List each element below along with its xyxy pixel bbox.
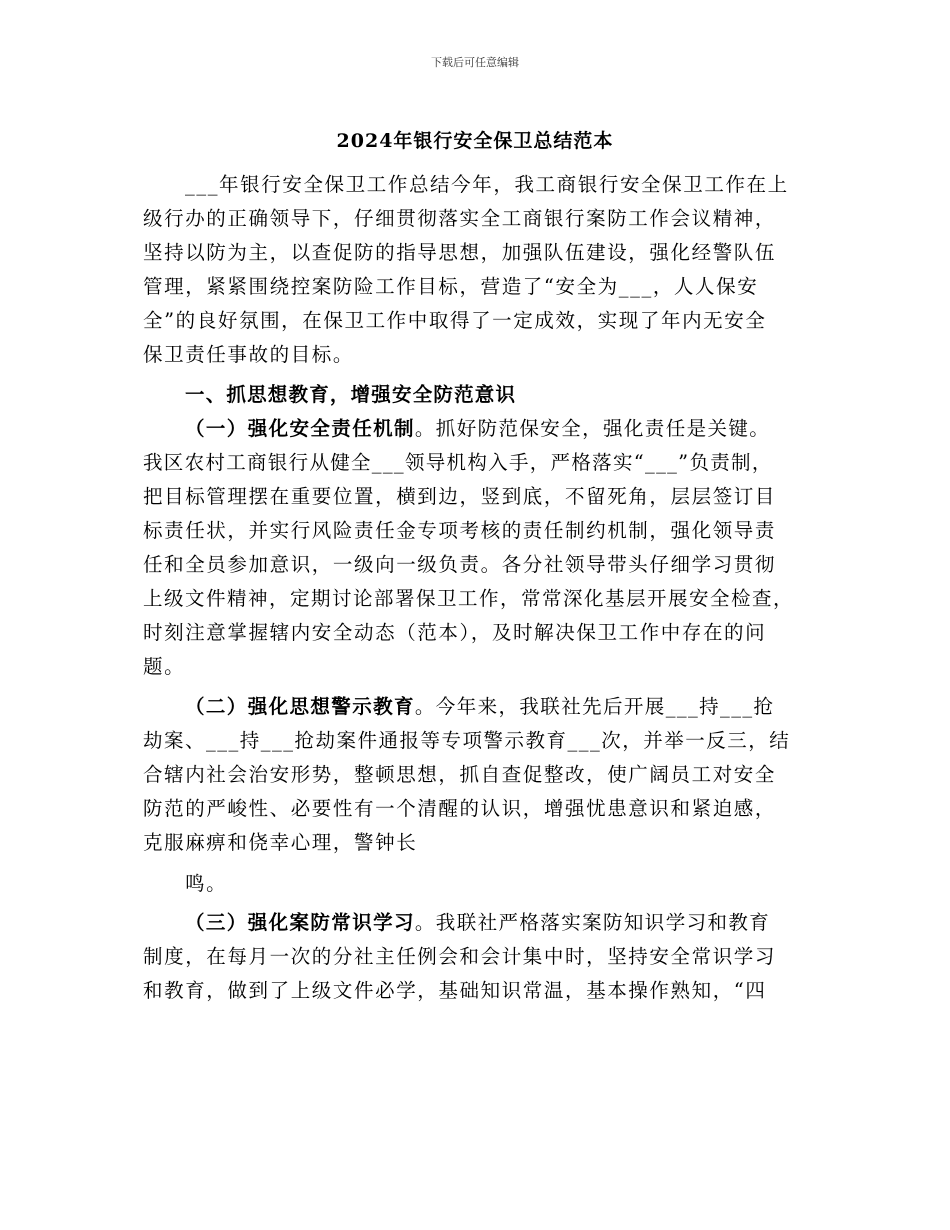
paragraph-line: 制度，在每月一次的分社主任例会和会计集中时，坚持安全常识学习 bbox=[143, 945, 777, 968]
subsection-heading: （三）强化案防常识学习 bbox=[185, 911, 415, 934]
header-note: 下载后可任意编辑 bbox=[431, 56, 519, 69]
paragraph-line: 我区农村工商银行从健全___领导机构入手，严格落实“___”负责制， bbox=[143, 451, 773, 474]
paragraph-line: 级行办的正确领导下，仔细贯彻落实全工商银行案防工作会议精神， bbox=[143, 207, 777, 230]
subsection-line bbox=[185, 419, 770, 439]
paragraph-line: 全”的良好氛围，在保卫工作中取得了一定成效，实现了年内无安全 bbox=[143, 309, 767, 332]
paragraph-line: 防范的严峻性、必要性有一个清醒的认识，增强忧患意识和紧迫感， bbox=[143, 797, 777, 820]
paragraph-text: 。我联社严格落实案防知识学习和教育 bbox=[414, 911, 771, 934]
paragraph-text: 。今年来，我联社先后开展___持___抢 bbox=[414, 695, 775, 718]
paragraph-text: 。抓好防范保安全，强化责任是关键。 bbox=[414, 417, 771, 440]
paragraph-line: 上级文件精神，定期讨论部署保卫工作，常常深化基层开展安全检查， bbox=[143, 587, 795, 610]
paragraph-line: 保卫责任事故的目标。 bbox=[143, 343, 355, 366]
paragraph-line: 时刻注意掌握辖内安全动态（范本），及时解决保卫工作中存在的问 bbox=[143, 621, 767, 644]
section-heading: 一、抓思想教育，增强安全防范意识 bbox=[185, 383, 517, 406]
subsection-heading: （一）强化安全责任机制 bbox=[185, 417, 415, 440]
subsection-line bbox=[185, 913, 770, 933]
paragraph-line: 标责任状，并实行风险责任金专项考核的责任制约机制，强化领导责 bbox=[143, 519, 777, 542]
subsection-heading: （二）强化思想警示教育 bbox=[185, 695, 415, 718]
subsection-line bbox=[185, 697, 774, 717]
document-title: 2024年银行安全保卫总结范本 bbox=[336, 130, 614, 152]
paragraph-line: 把目标管理摆在重要位置，横到边，竖到底，不留死角，层层签订目 bbox=[143, 485, 777, 508]
paragraph-line: 劫案、___持___抢劫案件通报等专项警示教育___次，并举一反三，结 bbox=[143, 729, 791, 752]
paragraph-line: 合辖内社会治安形势，整顿思想，抓自查促整改，使广阔员工对安全 bbox=[143, 763, 777, 786]
paragraph-line: ___年银行安全保卫工作总结今年，我工商银行安全保卫工作在上 bbox=[185, 173, 789, 196]
paragraph-line: 任和全员参加意识，一级向一级负责。各分社领导带头仔细学习贯彻 bbox=[143, 553, 777, 576]
paragraph-line: 和教育，做到了上级文件必学，基础知识常温，基本操作熟知，“四 bbox=[143, 979, 767, 1002]
paragraph-line: 管理，紧紧围绕控案防险工作目标，营造了“安全为___，人人保安 bbox=[143, 275, 759, 298]
paragraph-line: 题。 bbox=[143, 655, 186, 678]
paragraph-line: 克服麻痹和侥幸心理，警钟长 bbox=[143, 831, 418, 854]
paragraph-line: 坚持以防为主，以查促防的指导思想，加强队伍建设，强化经警队伍 bbox=[143, 241, 777, 264]
paragraph-line: 鸣。 bbox=[185, 872, 228, 895]
